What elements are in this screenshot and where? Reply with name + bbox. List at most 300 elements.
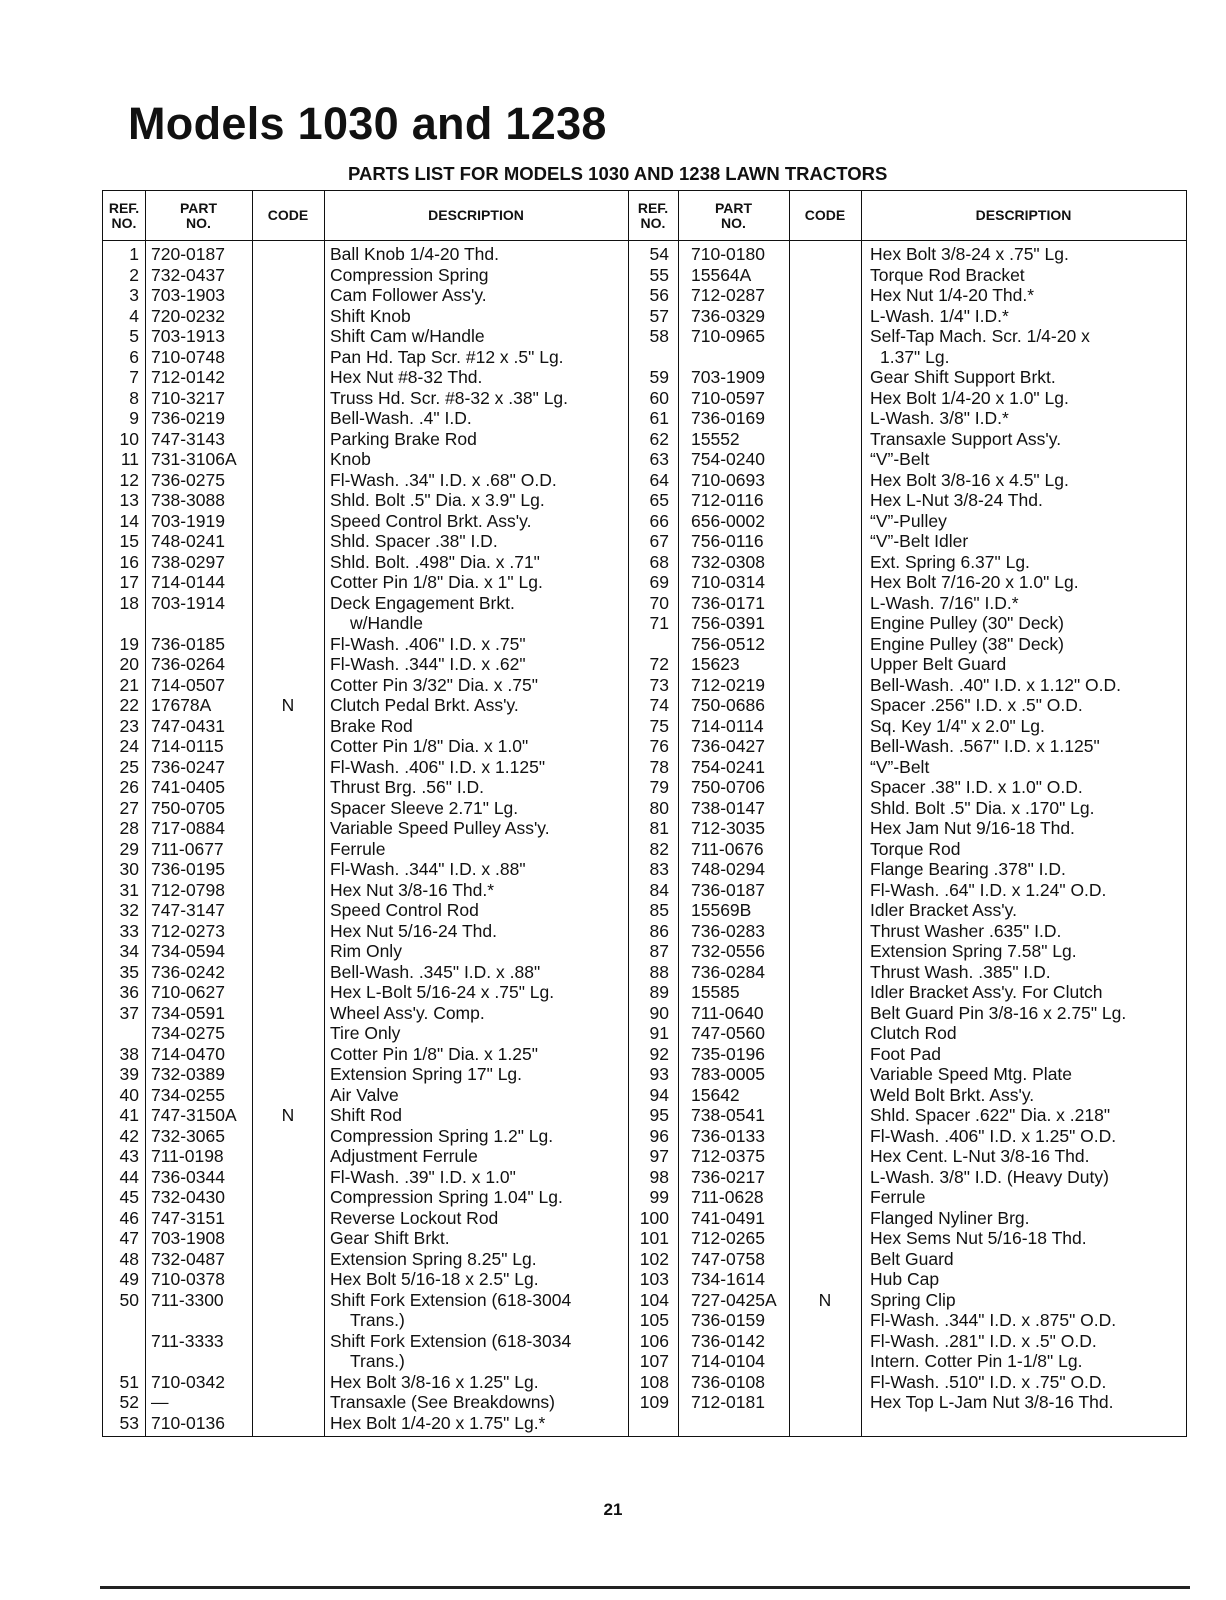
- description-cell: Flange Bearing .378" I.D.: [870, 859, 1066, 879]
- description-cell: Pan Hd. Tap Scr. #12 x .5" Lg.: [330, 346, 564, 367]
- part-no-cell: 711-0677: [151, 838, 224, 859]
- ref-no-cell: 53: [119, 1412, 139, 1433]
- description-cell: Trans.): [350, 1351, 405, 1371]
- right-parts-row: [103, 326, 1186, 347]
- ref-no-cell: 62: [649, 428, 669, 449]
- description-cell: Hex Bolt 1/4-20 x 1.75" Lg.*: [330, 1412, 546, 1433]
- part-no-cell: 712-0265: [691, 1228, 765, 1248]
- description-cell: Hex Nut #8-32 Thd.: [330, 367, 483, 387]
- ref-no-cell: 78: [649, 756, 669, 777]
- part-no-cell: 703-1913: [151, 326, 225, 346]
- ref-no-cell: 65: [649, 490, 669, 510]
- part-no-cell: 736-0142: [691, 1330, 765, 1351]
- description-cell: Weld Bolt Brkt. Ass'y.: [870, 1084, 1035, 1105]
- description-cell: Sq. Key 1/4" x 2.0" Lg.: [870, 715, 1045, 736]
- ref-no-cell: 66: [649, 510, 669, 531]
- description-cell: Extension Spring 17" Lg.: [330, 1064, 523, 1084]
- ref-no-cell: 83: [649, 859, 669, 879]
- description-cell: Adjustment Ferrule: [330, 1146, 478, 1166]
- ref-no-cell: 103: [639, 1269, 669, 1289]
- ref-no-cell: 87: [649, 941, 669, 961]
- left-parts-row: [103, 1413, 1186, 1434]
- part-no-cell: 711-0198: [151, 1146, 224, 1166]
- part-no-cell: 756-0116: [691, 531, 764, 551]
- description-cell: Hex Nut 1/4-20 Thd.*: [870, 285, 1035, 305]
- ref-no-cell: 102: [639, 1248, 669, 1269]
- ref-no-cell: 55: [649, 264, 669, 285]
- description-cell: Clutch Pedal Brkt. Ass'y.: [330, 695, 519, 715]
- ref-no-cell: 92: [649, 1043, 669, 1064]
- right-parts-row: [103, 1269, 1186, 1290]
- right-parts-row: [103, 1085, 1186, 1106]
- ref-no-cell: 88: [649, 961, 669, 982]
- right-parts-row: [103, 613, 1186, 634]
- part-no-cell: 703-1914: [151, 592, 225, 613]
- right-parts-row: [103, 777, 1186, 798]
- ref-no-cell: 54: [649, 244, 669, 264]
- ref-no-cell: 56: [649, 285, 669, 305]
- ref-no-cell: 8: [129, 387, 139, 408]
- description-cell: Shift Knob: [330, 305, 411, 326]
- part-no-cell: 15564A: [691, 264, 752, 285]
- part-no-cell: 732-0556: [691, 941, 765, 961]
- part-no-cell: 747-3147: [151, 900, 225, 920]
- part-no-cell: 736-0169: [691, 408, 765, 428]
- ref-no-cell: 85: [649, 900, 669, 920]
- part-no-cell: 710-0378: [151, 1269, 225, 1289]
- part-no-cell: 732-0389: [151, 1064, 225, 1084]
- ref-no-cell: 24: [119, 736, 139, 756]
- part-no-cell: 747-3151: [151, 1207, 225, 1228]
- part-no-cell: 738-0297: [151, 551, 225, 572]
- part-no-cell: 703-1909: [691, 367, 765, 387]
- part-no-cell: 712-0273: [151, 920, 225, 941]
- ref-no-cell: 40: [119, 1084, 139, 1105]
- description-cell: Hex L-Bolt 5/16-24 x .75" Lg.: [330, 982, 555, 1002]
- part-no-cell: 714-0507: [151, 674, 225, 695]
- ref-no-cell: 99: [649, 1187, 669, 1207]
- description-cell: “V”-Belt: [870, 756, 930, 777]
- description-cell: Fl-Wash. .344" I.D. x .88": [330, 859, 526, 879]
- ref-no-cell: 69: [649, 572, 669, 592]
- part-no-cell: 711-3300: [151, 1289, 224, 1310]
- description-cell: Intern. Cotter Pin 1-1/8" Lg.: [870, 1351, 1083, 1371]
- description-cell: Shld. Spacer .622" Dia. x .218": [870, 1105, 1111, 1125]
- ref-no-cell: 19: [119, 633, 139, 654]
- part-no-cell: 736-0247: [151, 756, 225, 777]
- part-no-cell: 736-0242: [151, 961, 225, 982]
- part-no-cell: 712-0375: [691, 1146, 765, 1166]
- description-cell: Fl-Wash. .406" I.D. x 1.25" O.D.: [870, 1125, 1117, 1146]
- part-no-cell: 714-0144: [151, 572, 225, 592]
- part-no-cell: 736-0187: [691, 879, 765, 900]
- page-title: Models 1030 and 1238: [128, 98, 607, 149]
- ref-no-cell: 80: [649, 797, 669, 818]
- description-cell: Fl-Wash. .406" I.D. x 1.125": [330, 756, 546, 777]
- ref-no-cell: 59: [649, 367, 669, 387]
- part-no-cell: 711-3333: [151, 1330, 224, 1351]
- part-no-cell: 711-0640: [691, 1002, 764, 1023]
- ref-no-cell: 76: [649, 736, 669, 756]
- part-no-cell: 736-0275: [151, 469, 225, 490]
- right-parts-row: [103, 1351, 1186, 1372]
- ref-no-cell: 71: [649, 613, 669, 633]
- ref-no-cell: 23: [119, 715, 139, 736]
- part-no-cell: 720-0187: [151, 244, 225, 264]
- part-no-cell: 710-0314: [691, 572, 765, 592]
- description-cell: Hex Top L-Jam Nut 3/8-16 Thd.: [870, 1392, 1114, 1412]
- part-no-cell: 712-0142: [151, 367, 225, 387]
- part-no-cell: 736-0108: [691, 1371, 765, 1392]
- ref-no-cell: 90: [649, 1002, 669, 1023]
- ref-no-cell: 105: [639, 1310, 669, 1330]
- part-no-cell: 747-3150A: [151, 1105, 237, 1125]
- header-description-right: DESCRIPTION: [975, 207, 1072, 223]
- code-cell: N: [818, 1289, 832, 1310]
- description-cell: Cotter Pin 3/32" Dia. x .75": [330, 674, 538, 695]
- ref-no-cell: 44: [119, 1166, 139, 1187]
- ref-no-cell: 42: [119, 1125, 139, 1146]
- ref-no-cell: 25: [119, 756, 139, 777]
- ref-no-cell: 17: [119, 572, 139, 592]
- description-cell: Hex Nut 5/16-24 Thd.: [330, 920, 497, 941]
- right-parts-row: [103, 593, 1186, 614]
- part-no-cell: 735-0196: [691, 1043, 765, 1064]
- ref-no-cell: 37: [119, 1002, 139, 1023]
- description-cell: Cam Follower Ass'y.: [330, 285, 487, 305]
- ref-no-cell: 51: [119, 1371, 139, 1392]
- ref-no-cell: 72: [649, 654, 669, 674]
- right-parts-row: [103, 982, 1186, 1003]
- header-ref-no-right: REF. NO.: [637, 199, 669, 231]
- part-no-cell: 747-0431: [151, 715, 225, 736]
- ref-no-cell: 60: [649, 387, 669, 408]
- part-no-cell: 754-0240: [691, 449, 765, 469]
- description-cell: Cotter Pin 1/8" Dia. x 1.0": [330, 736, 529, 756]
- description-cell: Torque Rod: [870, 838, 961, 859]
- description-cell: Truss Hd. Scr. #8-32 x .38" Lg.: [330, 387, 569, 408]
- description-cell: Extension Spring 7.58" Lg.: [870, 941, 1077, 961]
- ref-no-cell: 2: [129, 264, 139, 285]
- description-cell: Spacer .38" I.D. x 1.0" O.D.: [870, 777, 1083, 797]
- description-cell: Fl-Wash. .344" I.D. x .875" O.D.: [870, 1310, 1117, 1330]
- description-cell: Variable Speed Mtg. Plate: [870, 1064, 1073, 1084]
- right-parts-row: [103, 470, 1186, 491]
- part-no-cell: 17678A: [151, 695, 212, 715]
- part-no-cell: 727-0425A: [691, 1289, 777, 1310]
- part-no-cell: 711-0628: [691, 1187, 764, 1207]
- right-parts-row: [103, 1208, 1186, 1229]
- header-ref-no-left: REF. NO.: [108, 199, 140, 231]
- ref-no-cell: 89: [649, 982, 669, 1002]
- header-part-no-right: PART NO.: [714, 199, 753, 231]
- description-cell: L-Wash. 3/8" I.D. (Heavy Duty): [870, 1166, 1109, 1187]
- part-no-cell: 736-0344: [151, 1166, 225, 1187]
- description-cell: Fl-Wash. .39" I.D. x 1.0": [330, 1166, 516, 1187]
- ref-no-cell: 38: [119, 1043, 139, 1064]
- part-no-cell: 720-0232: [151, 305, 225, 326]
- description-cell: Ball Knob 1/4-20 Thd.: [330, 244, 499, 264]
- part-no-cell: 736-0427: [691, 736, 765, 756]
- part-no-cell: 714-0115: [151, 736, 224, 756]
- part-no-cell: 15569B: [691, 900, 752, 920]
- ref-no-cell: 50: [119, 1289, 139, 1310]
- description-cell: Hex Nut 3/8-16 Thd.*: [330, 879, 495, 900]
- description-cell: Ferrule: [870, 1187, 926, 1207]
- description-cell: Belt Guard: [870, 1248, 954, 1269]
- right-parts-row: [103, 736, 1186, 757]
- right-parts-row: [103, 408, 1186, 429]
- description-cell: Tire Only: [330, 1023, 401, 1043]
- description-cell: Hex Bolt 3/8-16 x 4.5" Lg.: [870, 469, 1069, 490]
- ref-no-cell: 28: [119, 818, 139, 838]
- part-no-cell: 734-0594: [151, 941, 225, 961]
- right-parts-row: [103, 818, 1186, 839]
- description-cell: Idler Bracket Ass'y.: [870, 900, 1017, 920]
- ref-no-cell: 11: [120, 449, 139, 469]
- right-parts-row: [103, 1126, 1186, 1147]
- description-cell: Compression Spring 1.04" Lg.: [330, 1187, 563, 1207]
- right-parts-row: [103, 1167, 1186, 1188]
- description-cell: Hex L-Nut 3/8-24 Thd.: [870, 490, 1043, 510]
- part-no-cell: 710-0627: [151, 982, 225, 1002]
- description-cell: L-Wash. 7/16" I.D.*: [870, 592, 1019, 613]
- right-parts-row: [103, 859, 1186, 880]
- description-cell: Cotter Pin 1/8" Dia. x 1.25": [330, 1043, 538, 1064]
- ref-no-cell: 82: [649, 838, 669, 859]
- part-no-cell: 15642: [691, 1084, 740, 1105]
- description-cell: Brake Rod: [330, 715, 413, 736]
- part-no-cell: 741-0491: [691, 1207, 765, 1228]
- right-parts-row: [103, 1392, 1186, 1413]
- ref-no-cell: 97: [649, 1146, 669, 1166]
- right-parts-row: [103, 367, 1186, 388]
- part-no-cell: 783-0005: [691, 1064, 765, 1084]
- description-cell: Shld. Bolt .5" Dia. x 3.9" Lg.: [330, 490, 545, 510]
- description-cell: Rim Only: [330, 941, 402, 961]
- description-cell: Hex Bolt 3/8-16 x 1.25" Lg.: [330, 1371, 539, 1392]
- right-parts-row: [103, 531, 1186, 552]
- part-no-cell: 750-0686: [691, 695, 765, 715]
- description-cell: Shift Cam w/Handle: [330, 326, 485, 346]
- description-cell: Fl-Wash. .64" I.D. x 1.24" O.D.: [870, 879, 1107, 900]
- ref-no-cell: 48: [119, 1248, 139, 1269]
- ref-no-cell: 3: [129, 285, 139, 305]
- right-parts-row: [103, 1228, 1186, 1249]
- description-cell: Gear Shift Support Brkt.: [870, 367, 1056, 387]
- ref-no-cell: 14: [119, 510, 139, 531]
- part-no-cell: 732-0430: [151, 1187, 225, 1207]
- ref-no-cell: 35: [119, 961, 139, 982]
- part-no-cell: 736-0284: [691, 961, 765, 982]
- header-code-left: CODE: [267, 207, 309, 223]
- ref-no-cell: 27: [119, 797, 139, 818]
- ref-no-cell: 49: [119, 1269, 139, 1289]
- ref-no-cell: 4: [129, 305, 139, 326]
- description-cell: Foot Pad: [870, 1043, 942, 1064]
- description-cell: Shift Fork Extension (618-3034: [330, 1330, 572, 1351]
- ref-no-cell: 43: [119, 1146, 139, 1166]
- right-parts-row: [103, 839, 1186, 860]
- description-cell: Hex Bolt 1/4-20 x 1.0" Lg.: [870, 387, 1069, 408]
- right-parts-row: [103, 1331, 1186, 1352]
- ref-no-cell: 30: [119, 859, 139, 879]
- right-parts-row: [103, 1290, 1186, 1311]
- part-no-cell: 736-0217: [691, 1166, 765, 1187]
- ref-no-cell: 29: [119, 838, 139, 859]
- description-cell: Fl-Wash. .281" I.D. x .5" O.D.: [870, 1330, 1097, 1351]
- right-parts-row: [103, 757, 1186, 778]
- ref-no-cell: 45: [119, 1187, 139, 1207]
- ref-no-cell: 100: [639, 1207, 669, 1228]
- part-no-cell: 738-0541: [691, 1105, 765, 1125]
- description-cell: Variable Speed Pulley Ass'y.: [330, 818, 550, 838]
- ref-no-cell: 31: [119, 879, 139, 900]
- description-cell: Air Valve: [330, 1084, 399, 1105]
- part-no-cell: 736-0329: [691, 305, 765, 326]
- right-parts-row: [103, 1044, 1186, 1065]
- part-no-cell: 703-1919: [151, 510, 225, 531]
- description-cell: Hex Cent. L-Nut 3/8-16 Thd.: [870, 1146, 1090, 1166]
- description-cell: “V”-Belt: [870, 449, 930, 469]
- right-parts-row: [103, 265, 1186, 286]
- description-cell: Wheel Ass'y. Comp.: [330, 1002, 485, 1023]
- part-no-cell: 736-0133: [691, 1125, 765, 1146]
- description-cell: Thrust Brg. .56" I.D.: [330, 777, 485, 797]
- description-cell: Transaxle Support Ass'y.: [870, 428, 1062, 449]
- right-parts-row: [103, 244, 1186, 265]
- description-cell: Engine Pulley (38" Deck): [870, 633, 1064, 654]
- right-parts-row: [103, 1023, 1186, 1044]
- ref-no-cell: 36: [119, 982, 139, 1002]
- part-no-cell: 714-0114: [691, 715, 764, 736]
- description-cell: Knob: [330, 449, 371, 469]
- ref-no-cell: 39: [119, 1064, 139, 1084]
- ref-no-cell: 26: [119, 777, 139, 797]
- part-no-cell: 703-1903: [151, 285, 225, 305]
- description-cell: Spring Clip: [870, 1289, 956, 1310]
- ref-no-cell: 79: [649, 777, 669, 797]
- part-no-cell: 710-0693: [691, 469, 765, 490]
- ref-no-cell: 18: [119, 592, 139, 613]
- part-no-cell: 732-0308: [691, 551, 765, 572]
- ref-no-cell: 93: [649, 1064, 669, 1084]
- ref-no-cell: 58: [649, 326, 669, 346]
- right-parts-row: [103, 511, 1186, 532]
- ref-no-cell: 107: [639, 1351, 669, 1371]
- right-parts-row: [103, 1064, 1186, 1085]
- part-no-cell: 736-0171: [691, 592, 765, 613]
- ref-no-cell: 10: [119, 428, 139, 449]
- part-no-cell: 738-0147: [691, 797, 765, 818]
- description-cell: Fl-Wash. .406" I.D. x .75": [330, 633, 526, 654]
- description-cell: Ext. Spring 6.37" Lg.: [870, 551, 1030, 572]
- part-no-cell: 710-0965: [691, 326, 765, 346]
- ref-no-cell: 32: [119, 900, 139, 920]
- right-parts-row: [103, 798, 1186, 819]
- ref-no-cell: 52: [119, 1392, 139, 1412]
- part-no-cell: 750-0706: [691, 777, 765, 797]
- ref-no-cell: 64: [649, 469, 669, 490]
- part-no-cell: 736-0185: [151, 633, 225, 654]
- description-cell: Hub Cap: [870, 1269, 940, 1289]
- ref-no-cell: 70: [649, 592, 669, 613]
- ref-no-cell: 15: [119, 531, 139, 551]
- ref-no-cell: 41: [119, 1105, 139, 1125]
- ref-no-cell: 84: [649, 879, 669, 900]
- description-cell: Fl-Wash. .510" I.D. x .75" O.D.: [870, 1371, 1107, 1392]
- ref-no-cell: 7: [129, 367, 139, 387]
- description-cell: Clutch Rod: [870, 1023, 957, 1043]
- part-no-cell: 712-0181: [691, 1392, 765, 1412]
- description-cell: Hex Jam Nut 9/16-18 Thd.: [870, 818, 1075, 838]
- description-cell: Extension Spring 8.25" Lg.: [330, 1248, 537, 1269]
- right-parts-row: [103, 552, 1186, 573]
- right-parts-row: [103, 1187, 1186, 1208]
- description-cell: L-Wash. 3/8" I.D.*: [870, 408, 1009, 428]
- description-cell: Compression Spring: [330, 264, 489, 285]
- part-no-cell: 734-1614: [691, 1269, 765, 1289]
- ref-no-cell: 6: [129, 346, 139, 367]
- ref-no-cell: 98: [649, 1166, 669, 1187]
- description-cell: Engine Pulley (30" Deck): [870, 613, 1064, 633]
- part-no-cell: 736-0195: [151, 859, 225, 879]
- page-number: 21: [603, 1500, 623, 1519]
- description-cell: Thrust Wash. .385" I.D.: [870, 961, 1051, 982]
- right-parts-row: [103, 449, 1186, 470]
- description-cell: Upper Belt Guard: [870, 654, 1007, 674]
- part-no-cell: 656-0002: [691, 510, 765, 531]
- description-cell: Spacer Sleeve 2.71" Lg.: [330, 797, 519, 818]
- right-parts-row: [103, 285, 1186, 306]
- right-parts-row: [103, 921, 1186, 942]
- right-parts-row: [103, 695, 1186, 716]
- right-parts-row: [103, 429, 1186, 450]
- part-no-cell: 732-3065: [151, 1125, 225, 1146]
- description-cell: Reverse Lockout Rod: [330, 1207, 499, 1228]
- part-no-cell: 710-0136: [151, 1412, 225, 1433]
- ref-no-cell: 94: [649, 1084, 669, 1105]
- ref-no-cell: 109: [639, 1392, 669, 1412]
- description-cell: Trans.): [350, 1310, 405, 1330]
- part-no-cell: 741-0405: [151, 777, 225, 797]
- description-cell: Parking Brake Rod: [330, 428, 477, 449]
- right-parts-row: [103, 572, 1186, 593]
- part-no-cell: 710-0748: [151, 346, 225, 367]
- description-cell: Cotter Pin 1/8" Dia. x 1" Lg.: [330, 572, 543, 592]
- code-cell: N: [281, 695, 295, 715]
- ref-no-cell: 33: [119, 920, 139, 941]
- ref-no-cell: 22: [119, 695, 139, 715]
- part-no-cell: 15552: [691, 428, 740, 449]
- part-no-cell: 756-0512: [691, 633, 765, 654]
- part-no-cell: 736-0219: [151, 408, 225, 428]
- ref-no-cell: 21: [119, 674, 139, 695]
- part-no-cell: 15585: [691, 982, 740, 1002]
- header-part-no-left: PART NO.: [179, 199, 218, 231]
- ref-no-cell: 13: [119, 490, 139, 510]
- description-cell: Bell-Wash. .4" I.D.: [330, 408, 472, 428]
- ref-no-cell: 106: [639, 1330, 669, 1351]
- description-cell: Shift Fork Extension (618-3004: [330, 1289, 572, 1310]
- right-parts-row: [103, 1372, 1186, 1393]
- part-no-cell: 747-3143: [151, 428, 225, 449]
- part-no-cell: 736-0159: [691, 1310, 765, 1330]
- header-description-left: DESCRIPTION: [428, 207, 524, 223]
- part-no-cell: 736-0283: [691, 920, 765, 941]
- part-no-cell: 712-0219: [691, 674, 765, 695]
- part-no-cell: 734-0255: [151, 1084, 225, 1105]
